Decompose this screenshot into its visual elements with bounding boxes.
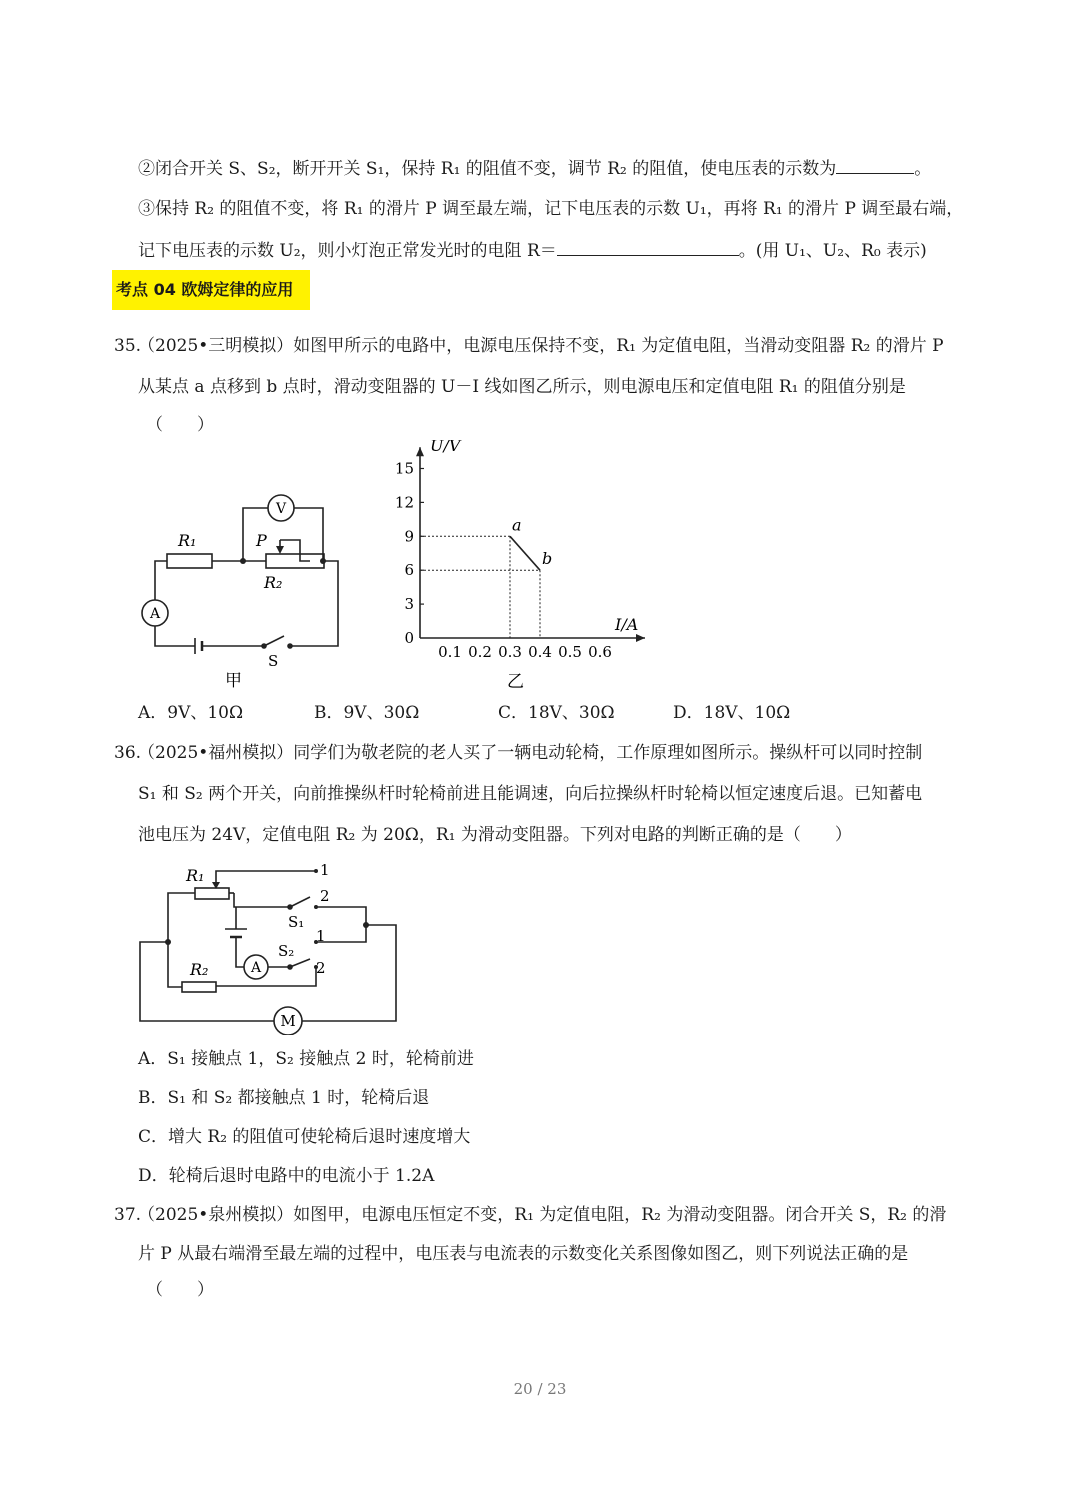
x-tick-label: 0.5: [558, 643, 582, 661]
x-tick-label: 0.1: [438, 643, 462, 661]
q36-line3: 池电压为 24V，定值电阻 R₂ 为 20Ω，R₁ 为滑动变阻器。下列对电路的判断正确的是（ ）: [138, 825, 852, 845]
section-heading: 考点 04 欧姆定律的应用: [112, 270, 310, 310]
option-a[interactable]: A．9V、10Ω: [138, 703, 244, 723]
step2-label: ②闭合开关 S、S₂，断开开关 S₁，保持 R₁ 的阻值不变，调节 R₂ 的阻值，使电压表的示数为: [138, 159, 837, 179]
option-b[interactable]: B．S₁ 和 S₂ 都接触点 1 时，轮椅后退: [138, 1088, 430, 1108]
r1-resistor: [167, 554, 212, 568]
r1-label: R₁: [186, 866, 205, 885]
ammeter-label: A: [250, 960, 262, 976]
option-c[interactable]: C．增大 R₂ 的阻值可使轮椅后退时速度增大: [138, 1127, 471, 1147]
x-tick-label: 0.2: [468, 643, 492, 661]
p-label: P: [256, 531, 267, 550]
y-tick-label: 6: [404, 561, 414, 580]
x-tick-label: 0.3: [498, 643, 522, 661]
y-tick-label: 9: [404, 527, 414, 546]
option-d[interactable]: D．轮椅后退时电路中的电流小于 1.2A: [138, 1166, 435, 1186]
r2-label: R₂: [190, 960, 209, 979]
question-number: 36.: [114, 743, 142, 763]
r2-resistor: [266, 554, 324, 568]
contact-1-bottom: 1: [316, 927, 326, 945]
q35-line2: 从某点 a 点移到 b 点时，滑动变阻器的 U－I 线如图乙所示，则电源电压和定值电阻 R₁ 的阻值分别是: [138, 377, 906, 397]
option-a[interactable]: A．S₁ 接触点 1，S₂ 接触点 2 时，轮椅前进: [138, 1049, 474, 1069]
step2-end: 。: [914, 159, 932, 179]
question-number: 37.: [114, 1205, 142, 1225]
q37-line2: 片 P 从最右端滑至最左端的过程中，电压表与电流表的示数变化关系图像如图乙，则下列说法正确的是: [138, 1244, 909, 1264]
contact-2-bottom: 2: [316, 959, 326, 977]
motor-label: M: [280, 1012, 296, 1030]
y-tick-label: 0: [404, 629, 414, 647]
voltmeter-label: V: [275, 501, 287, 517]
question-number: 35.: [114, 336, 142, 356]
s2-label: S₂: [278, 942, 295, 960]
q36-line1: （2025•福州模拟）同学们为敬老院的老人买了一辆电动轮椅，工作原理如图所示。操纵杆可以同时控制: [138, 743, 923, 763]
q35-ui-chart: [395, 440, 645, 695]
s1-label: S₁: [288, 913, 305, 931]
q35-paren: （ ）: [146, 415, 214, 435]
step2-text: [138, 156, 931, 181]
figure-label-yi: 乙: [507, 672, 524, 692]
y-axis-label: U/V: [430, 440, 461, 456]
page-number: 20 / 23: [513, 1380, 567, 1398]
r1-label: R₁: [178, 531, 197, 550]
step3-end: 。(用 U₁、U₂、R₀ 表示): [738, 241, 927, 261]
y-tick-label: 3: [404, 595, 414, 614]
x-tick-label: 0.6: [588, 643, 612, 661]
q37-line1: （2025•泉州模拟）如图甲，电源电压恒定不变，R₁ 为定值电阻，R₂ 为滑动变阻器。闭合开关 S，R₂ 的滑: [138, 1205, 947, 1225]
step3-text: 记下电压表的示数 U₂，则小灯泡正常发光时的电阻 R＝: [138, 241, 557, 261]
x-tick-label: 0.4: [528, 643, 552, 661]
ammeter-label: A: [149, 606, 161, 622]
option-c[interactable]: C．18V、30Ω: [498, 703, 615, 723]
option-d[interactable]: D．18V、10Ω: [673, 703, 791, 723]
option-b[interactable]: B．9V、30Ω: [314, 703, 420, 723]
q35-circuit-diagram: [130, 480, 360, 695]
y-tick-label: 12: [395, 493, 414, 512]
switch-label: S: [268, 652, 279, 670]
y-tick-label: 15: [395, 459, 414, 478]
r1-resistor: [195, 888, 229, 899]
q35-line1: （2025•三明模拟）如图甲所示的电路中，电源电压保持不变，R₁ 为定值电阻，当滑动变阻器 R₂ 的滑片 P: [138, 336, 944, 356]
x-axis-arrow-icon: [636, 634, 645, 642]
q36-line2: S₁ 和 S₂ 两个开关，向前推操纵杆时轮椅前进且能调速，向后拉操纵杆时轮椅以恒定速度后退。已知蓄电: [138, 784, 923, 804]
point-label-a: a: [512, 515, 522, 535]
step3-line1: ③保持 R₂ 的阻值不变，将 R₁ 的滑片 P 调至最左端，记下电压表的示数 U₁，再将 R₁ 的滑片 P 调至最右端，: [138, 199, 964, 219]
q36-circuit-diagram: [130, 855, 410, 1035]
y-axis-arrow-icon: [416, 447, 424, 456]
x-axis-label: I/A: [615, 615, 639, 634]
answer-blank[interactable]: [836, 156, 914, 174]
answer-blank-r[interactable]: [557, 238, 739, 256]
slider-arrow-icon: [276, 546, 284, 554]
step3-line2: [138, 238, 927, 263]
figure-label-jia: 甲: [225, 671, 242, 691]
contact-1-top: 1: [320, 861, 330, 879]
point-label-b: b: [542, 549, 553, 569]
ui-line: [510, 536, 540, 570]
r2-resistor: [182, 982, 216, 992]
r2-label: R₂: [264, 573, 283, 592]
q37-paren: （ ）: [146, 1280, 214, 1300]
contact-2-top: 2: [320, 887, 330, 905]
